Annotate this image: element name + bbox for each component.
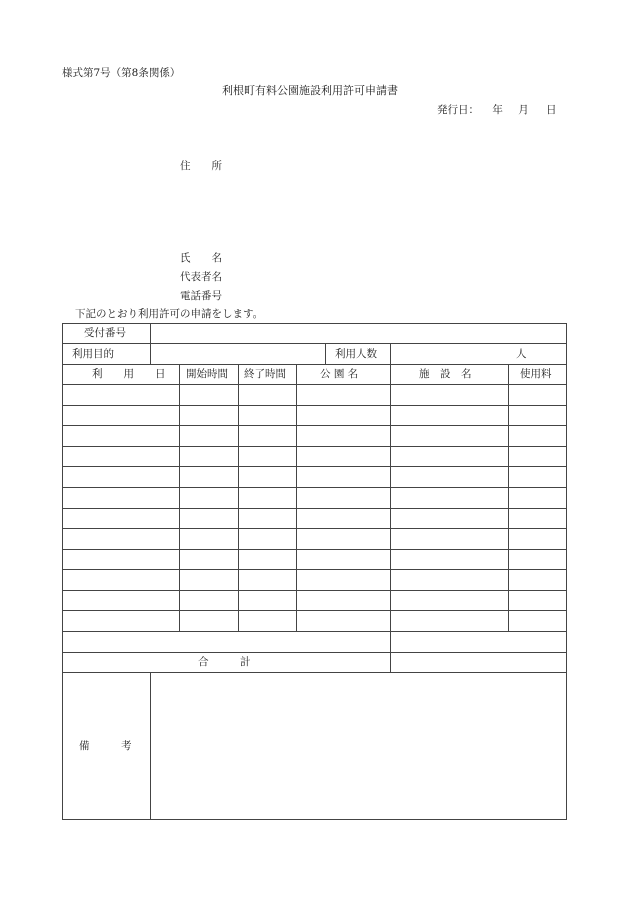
issue-month: 月 <box>518 104 529 116</box>
table-line <box>238 364 239 631</box>
table-line <box>62 343 567 344</box>
table-line <box>62 590 567 591</box>
table-line <box>62 323 567 324</box>
table-line <box>62 569 567 570</box>
table-line <box>62 610 567 611</box>
table-line <box>62 672 567 673</box>
table-line <box>390 343 391 364</box>
phone-label: 電話番号 <box>180 290 222 302</box>
form-number: 様式第7号（第8条関係） <box>62 67 181 79</box>
table-line <box>62 466 567 467</box>
table-line <box>390 364 391 672</box>
table-line <box>62 528 567 529</box>
address-label: 住 所 <box>180 160 222 172</box>
table-line <box>62 405 567 406</box>
receipt-number-label: 受付番号 <box>84 327 126 339</box>
header-fee: 使用料 <box>520 368 552 380</box>
remarks-label: 備 考 <box>79 740 132 752</box>
table-line <box>62 384 567 385</box>
name-label: 氏 名 <box>180 252 222 264</box>
table-line <box>62 446 567 447</box>
table-line <box>508 364 509 631</box>
people-unit: 人 <box>516 348 527 360</box>
header-start-time: 開始時間 <box>186 368 228 380</box>
header-date: 利 用 日 <box>92 368 166 380</box>
table-line <box>62 487 567 488</box>
table-line <box>150 672 151 820</box>
header-facility-name: 施 設 名 <box>419 368 472 380</box>
people-label: 利用人数 <box>335 348 377 360</box>
table-line <box>179 364 180 631</box>
representative-label: 代表者名 <box>180 271 222 283</box>
table-line <box>150 323 151 364</box>
issue-day: 日 <box>546 104 557 116</box>
intro-text: 下記のとおり利用許可の申請をします。 <box>75 308 264 320</box>
header-end-time: 終了時間 <box>244 368 286 380</box>
table-line <box>62 425 567 426</box>
form-title: 利根町有料公園施設利用許可申請書 <box>222 84 398 97</box>
table-line <box>62 323 63 820</box>
issue-date-label: 発行日： <box>437 104 479 116</box>
header-park-name: 公 園 名 <box>320 368 359 380</box>
table-line <box>62 819 567 820</box>
table-line <box>62 364 567 365</box>
total-label: 合 計 <box>198 656 251 668</box>
table-line <box>566 323 567 820</box>
table-line <box>296 364 297 631</box>
table-line <box>62 508 567 509</box>
table-line <box>62 549 567 550</box>
table-line <box>62 631 567 632</box>
table-line <box>62 652 567 653</box>
issue-year: 年 <box>492 104 503 116</box>
table-line <box>325 343 326 364</box>
purpose-label: 利用目的 <box>72 348 114 360</box>
